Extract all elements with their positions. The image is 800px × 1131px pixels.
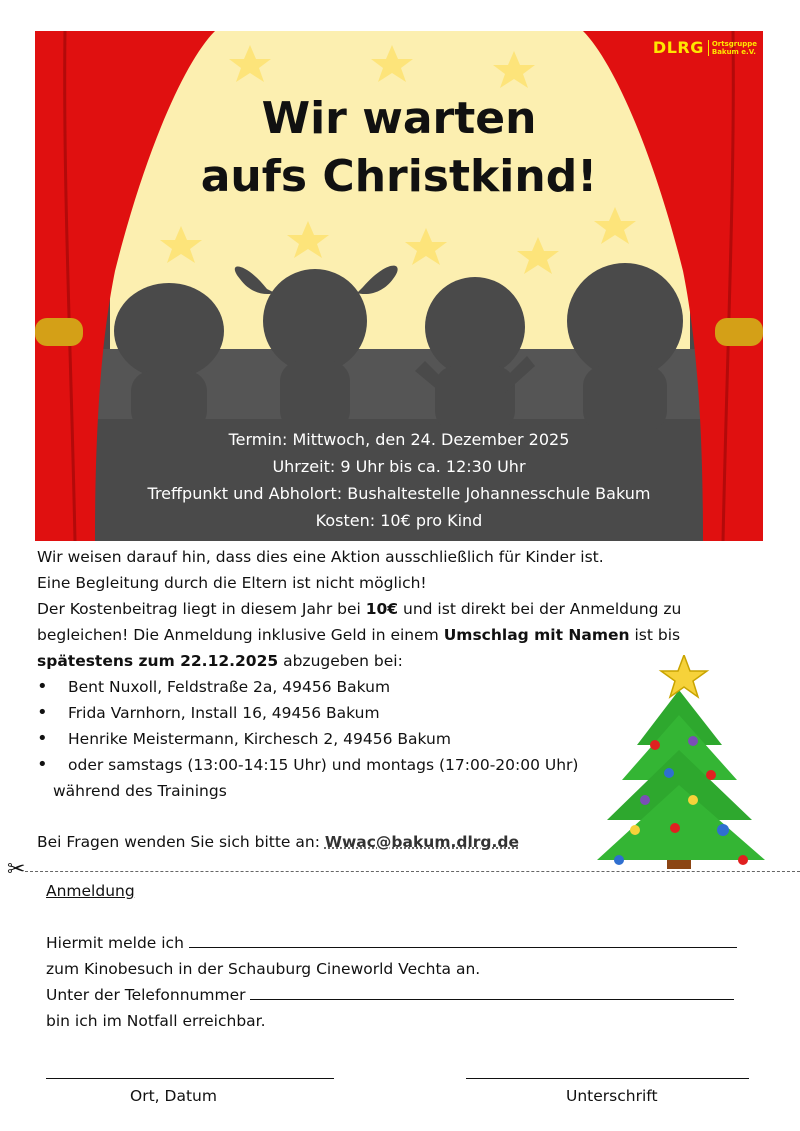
star-icon bbox=[661, 655, 707, 697]
event-time: Uhrzeit: 9 Uhr bis ca. 12:30 Uhr bbox=[272, 457, 526, 476]
banner-title-line1: Wir warten bbox=[261, 93, 537, 144]
list-item: • Henrike Meistermann, Kirchesch 2, 49456 Bakum bbox=[37, 726, 578, 752]
dlrg-logo bbox=[653, 38, 757, 57]
form-line-2: zum Kinobesuch in der Schauburg Cineworld Vechta an. bbox=[46, 960, 481, 978]
form-line-1: Hiermit melde ich bbox=[46, 930, 737, 956]
form-title: Anmeldung bbox=[46, 882, 135, 900]
place-date-field[interactable] bbox=[46, 1078, 334, 1079]
cut-line bbox=[25, 871, 800, 872]
form-line-3: Unter der Telefonnummer bbox=[46, 982, 734, 1008]
banner-title-line2: aufs Christkind! bbox=[200, 151, 598, 202]
tieback-left bbox=[35, 318, 83, 346]
tieback-right bbox=[715, 318, 763, 346]
signature-label: Unterschrift bbox=[566, 1087, 658, 1105]
signature-field[interactable] bbox=[466, 1078, 749, 1079]
logo-wordmark: DLRG bbox=[652, 38, 704, 57]
phone-number-field[interactable] bbox=[250, 983, 734, 1000]
event-date: Termin: Mittwoch, den 24. Dezember 2025 bbox=[228, 430, 570, 449]
header-banner bbox=[35, 31, 763, 541]
dropoff-list bbox=[37, 674, 578, 804]
child-name-field[interactable] bbox=[189, 931, 737, 948]
event-cost: Kosten: 10€ pro Kind bbox=[315, 511, 483, 530]
notice-line-3: Der Kostenbeitrag liegt in diesem Jahr bei 10€ und ist direkt bei der Anmeldung zu bbox=[37, 600, 682, 618]
event-meeting-point: Treffpunkt und Abholort: Bushaltestelle Johannesschule Bakum bbox=[147, 484, 651, 503]
list-item: • oder samstags (13:00-14:15 Uhr) und montags (17:00-20:00 Uhr) bbox=[37, 752, 578, 778]
contact-line: Bei Fragen wenden Sie sich bitte an: Wwac@bakum.dlrg.de bbox=[37, 833, 520, 851]
list-item: • Frida Varnhorn, Install 16, 49456 Bakum bbox=[37, 700, 578, 726]
place-date-label: Ort, Datum bbox=[130, 1087, 217, 1105]
form-line-4: bin ich im Notfall erreichbar. bbox=[46, 1012, 266, 1030]
list-item-continuation: während des Trainings bbox=[53, 782, 227, 800]
contact-email-link[interactable]: Wwac@bakum.dlrg.de bbox=[324, 833, 520, 851]
notice-line-2: Eine Begleitung durch die Eltern ist nicht möglich! bbox=[37, 574, 427, 592]
notice-line-1: Wir weisen darauf hin, dass dies eine Aktion ausschließlich für Kinder ist. bbox=[37, 548, 604, 566]
christmas-tree-icon bbox=[597, 655, 767, 870]
scissors-icon: ✂ bbox=[7, 857, 26, 882]
notice-line-5: spätestens zum 22.12.2025 abzugeben bei: bbox=[37, 652, 403, 670]
notice-line-4: begleichen! Die Anmeldung inklusive Geld in einem Umschlag mit Namen ist bis bbox=[37, 626, 681, 644]
logo-subtitle: Ortsgruppe Bakum e.V. bbox=[708, 40, 757, 56]
list-item: • Bent Nuxoll, Feldstraße 2a, 49456 Bakum bbox=[37, 674, 578, 700]
